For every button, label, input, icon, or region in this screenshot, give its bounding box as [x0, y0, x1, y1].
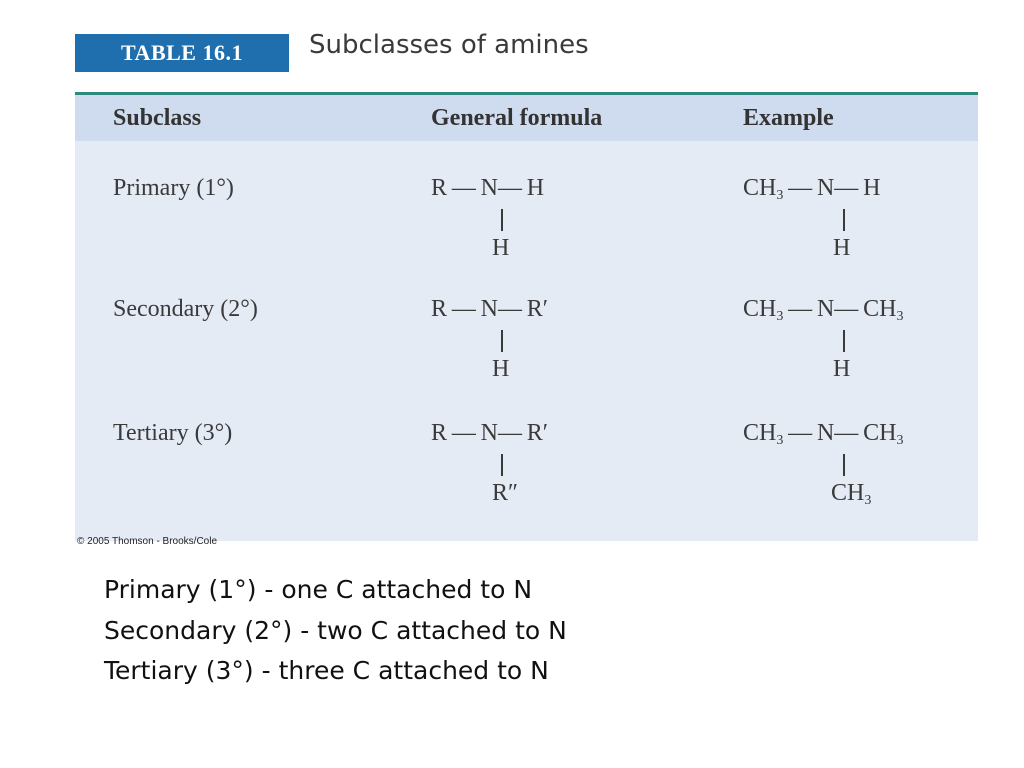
example-center-atom: N [816, 420, 835, 446]
example-left-group: CH [743, 420, 777, 446]
formula-left-group: R [431, 175, 448, 201]
example-right-subscript: 3 [896, 309, 904, 324]
formula-below-group: H [492, 235, 510, 261]
example-right-subscript: 3 [896, 433, 904, 448]
copyright-notice: © 2005 Thomson - Brooks/Cole [77, 536, 218, 547]
formula-center-atom: N [480, 420, 498, 446]
example-right-group: CH [863, 420, 897, 446]
example-vertical-bond [843, 330, 845, 352]
example-left-group: CH [743, 175, 777, 201]
example-right-group: CH [863, 296, 897, 322]
note-primary: Primary (1°) - one C attached to N [104, 575, 533, 604]
subclass-secondary: Secondary (2°) [113, 296, 258, 322]
header-example: Example [743, 105, 834, 131]
example-left-subscript: 3 [776, 433, 784, 448]
formula-left-group: R [431, 296, 448, 322]
example-vertical-bond [843, 454, 845, 476]
example-left-subscript: 3 [776, 188, 784, 203]
formula-center-atom: N [480, 175, 498, 201]
example-below-group: H [833, 356, 851, 382]
subclass-tertiary: Tertiary (3°) [113, 420, 233, 446]
table-number-tag [75, 34, 289, 72]
header-subclass: Subclass [113, 105, 202, 131]
example-vertical-bond [843, 209, 845, 231]
example-left-subscript: 3 [776, 309, 784, 324]
example-center-atom: N [816, 296, 835, 322]
note-tertiary: Tertiary (3°) - three C attached to N [104, 656, 549, 685]
amine-subclass-table: Subclass General formula Example Primary (1°) R — N— H H $CH_3$ — N— H H Secondary (2°) R — N— R′ H $CH_3$ — N— $CH_3$ H Tertiary (3°) R — N— R′ R″ $CH_3$ — N— $CH_3$ $CH_3$ [75, 92, 978, 541]
formula-center-atom: N [480, 296, 498, 322]
example-right-group: H [863, 175, 881, 201]
formula-left-group: R [431, 420, 448, 446]
formula-right-group: R′ [526, 420, 549, 446]
header-general-formula: General formula [431, 105, 603, 131]
example-below-group: H [833, 235, 851, 261]
table-number-label: TABLE 16.1 [121, 40, 243, 65]
example-left-group: CH [743, 296, 777, 322]
table-title: Subclasses of amines [309, 30, 589, 60]
example-center-atom: N [816, 175, 835, 201]
formula-below-group: H [492, 356, 510, 382]
table-header-row [75, 95, 978, 141]
formula-right-group: R′ [526, 296, 549, 322]
note-secondary: Secondary (2°) - two C attached to N [104, 615, 567, 645]
subclass-primary: Primary (1°) [113, 175, 234, 201]
formula-right-group: H [526, 175, 545, 201]
example-below-subscript: 3 [864, 493, 872, 508]
formula-below-group: R″ [492, 480, 519, 506]
formula-vertical-bond [501, 330, 503, 352]
formula-vertical-bond [501, 209, 503, 231]
formula-vertical-bond [501, 454, 503, 476]
example-below-group: CH [831, 480, 865, 506]
explanation-notes [104, 570, 567, 692]
